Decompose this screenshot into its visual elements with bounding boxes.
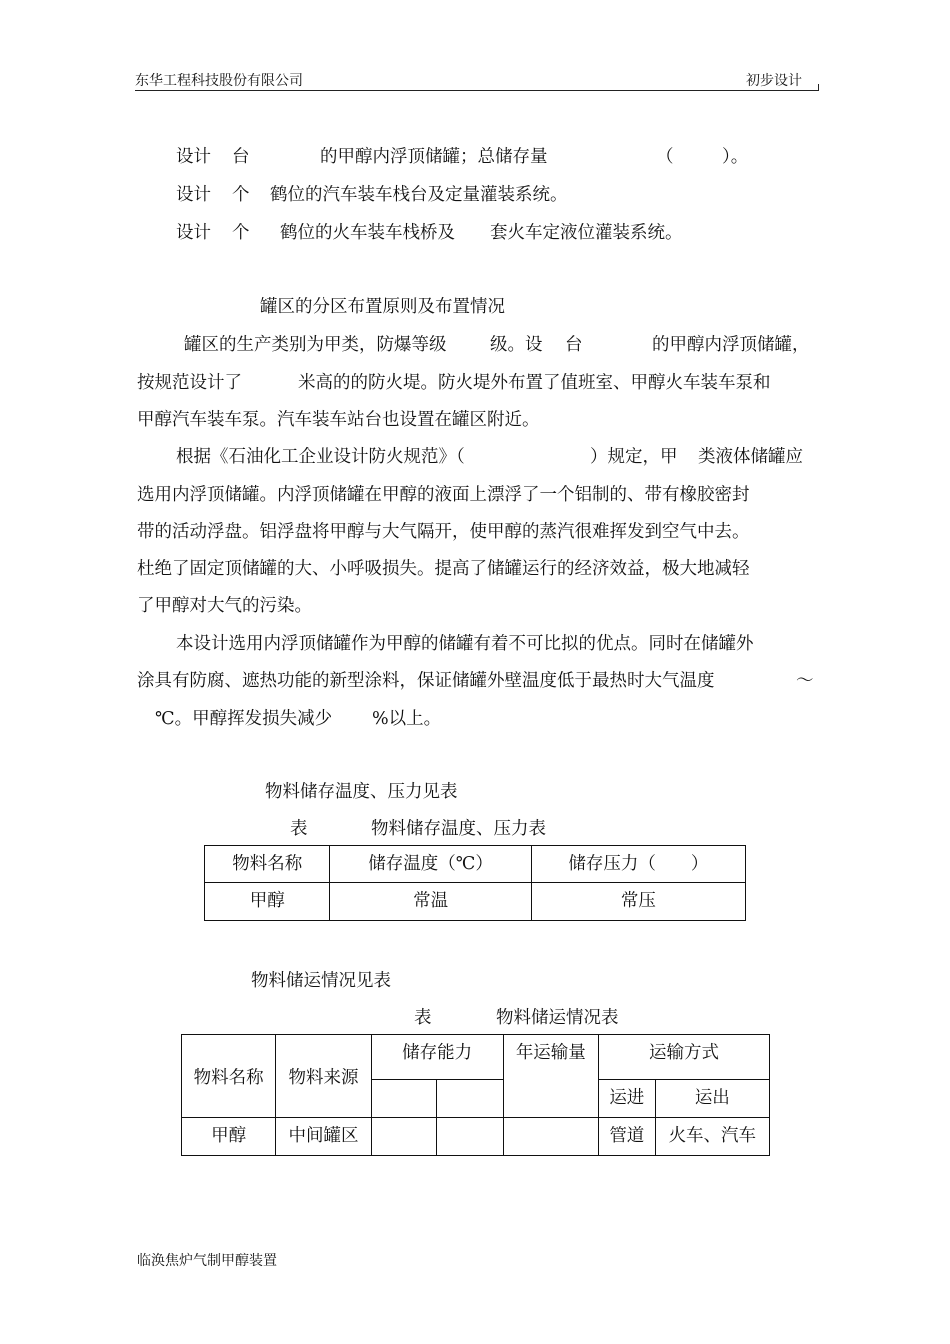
table2-header-transport: 运输方式 [598,1035,769,1080]
p2-line5: 了甲醇对大气的污染。 [137,596,312,616]
line1-c: 的甲醇内浮顶储罐；总储存量 [320,147,548,167]
p2-line1-c: 类液体储罐应 [698,447,803,467]
line3-a: 设计 [176,223,211,243]
p1-line1-c: 台 [565,335,583,355]
line2-b: 个 [232,185,250,205]
p1-line2-a-text: 按规范设计了 [137,373,242,393]
line3-d: 套火车定液位灌装系统。 [490,223,683,243]
section-title: 罐区的分区布置原则及布置情况 [260,297,505,317]
table1-cell-name: 甲醇 [205,883,330,921]
p1-line1-d: 的甲醇内浮顶储罐， [652,335,810,355]
header-rule-tick [818,84,819,91]
table2-cell-annual [503,1118,598,1156]
p2-line1-b: ）规定，甲 [590,447,678,467]
table2-header-capacity: 储存能力 [371,1035,503,1080]
p3-line1: 本设计选用内浮顶储罐作为甲醇的储罐有着不可比拟的优点。同时在储罐外 [176,634,754,654]
line1-a: 设计 [176,147,211,167]
table2-capacity-sub2 [437,1080,504,1118]
table2-header-source: 物料来源 [276,1035,371,1118]
table2-header-annual: 年运输量 [503,1035,598,1118]
table2-cell-out: 火车、汽车 [655,1118,769,1156]
p3-line2-a: 涂具有防腐、遮热功能的新型涂料，保证储罐外壁温度低于最热时大气温度 [137,671,715,691]
table2-caption-title: 物料储运情况表 [496,1008,619,1028]
table2-header-in: 运进 [598,1080,655,1118]
line1-d: （ [656,147,674,167]
table2-cell-in: 管道 [598,1118,655,1156]
table2-header-name: 物料名称 [182,1035,276,1118]
table2-cell-capacity1 [371,1118,437,1156]
table2-cell-capacity2 [437,1118,504,1156]
line1-e: ）。 [722,147,749,167]
table2-capacity-sub1 [371,1080,437,1118]
p2-line2: 选用内浮顶储罐。内浮顶储罐在甲醇的液面上漂浮了一个铝制的、带有橡胶密封 [137,485,750,505]
table1-cell-temp: 常温 [330,883,531,921]
table2-intro: 物料储运情况见表 [251,971,391,991]
table1-cell-pressure: 常压 [531,883,745,921]
storage-transport-table [181,1034,770,1156]
p1-line2-b: 米高的的防火堤。防火堤外布置了值班室、甲醇火车装车泵和 [298,373,771,393]
storage-conditions-table [204,845,746,921]
p1-line3: 甲醇汽车装车泵。汽车装车站台也设置在罐区附近。 [137,410,540,430]
header-rule [135,90,818,91]
table2-caption-label: 表 [414,1008,432,1028]
p2-line1-a: 根据《石油化工企业设计防火规范》（ [176,447,465,467]
p2-line4: 杜绝了固定顶储罐的大、小呼吸损失。提高了储罐运行的经济效益，极大地减轻 [137,559,750,579]
table2-cell-name: 甲醇 [182,1118,276,1156]
line2-c: 鹤位的汽车装车栈台及定量灌装系统。 [270,185,568,205]
p1-line1-b: 级。设 [490,335,543,355]
line1-b: 台 [232,147,250,167]
header-doc-type: 初步设计 [746,73,802,89]
p3-line3-b: %以上。 [372,709,442,729]
line3-b: 个 [232,223,250,243]
table1-header-name: 物料名称 [205,846,330,883]
table2-cell-source: 中间罐区 [276,1118,371,1156]
table1-caption-title: 物料储存温度、压力表 [371,819,546,839]
footer-project: 临涣焦炉气制甲醇装置 [137,1253,277,1269]
line2-a: 设计 [176,185,211,205]
table1-caption-label: 表 [290,819,308,839]
p1-line1-a: 罐区的生产类别为甲类，防爆等级 [184,335,447,355]
header-company: 东华工程科技股份有限公司 [135,73,303,89]
p3-line3-a: ℃。甲醇挥发损失减少 [155,709,333,729]
line3-c: 鹤位的火车装车栈桥及 [280,223,455,243]
table1-header-pressure: 储存压力（ ） [531,846,745,883]
p3-line2-b: ～ [796,671,814,691]
table1-header-temp: 储存温度（℃） [330,846,531,883]
table2-header-out: 运出 [655,1080,769,1118]
p2-line3: 带的活动浮盘。铝浮盘将甲醇与大气隔开，使甲醇的蒸汽很难挥发到空气中去。 [137,522,750,542]
table1-intro: 物料储存温度、压力见表 [265,782,458,802]
